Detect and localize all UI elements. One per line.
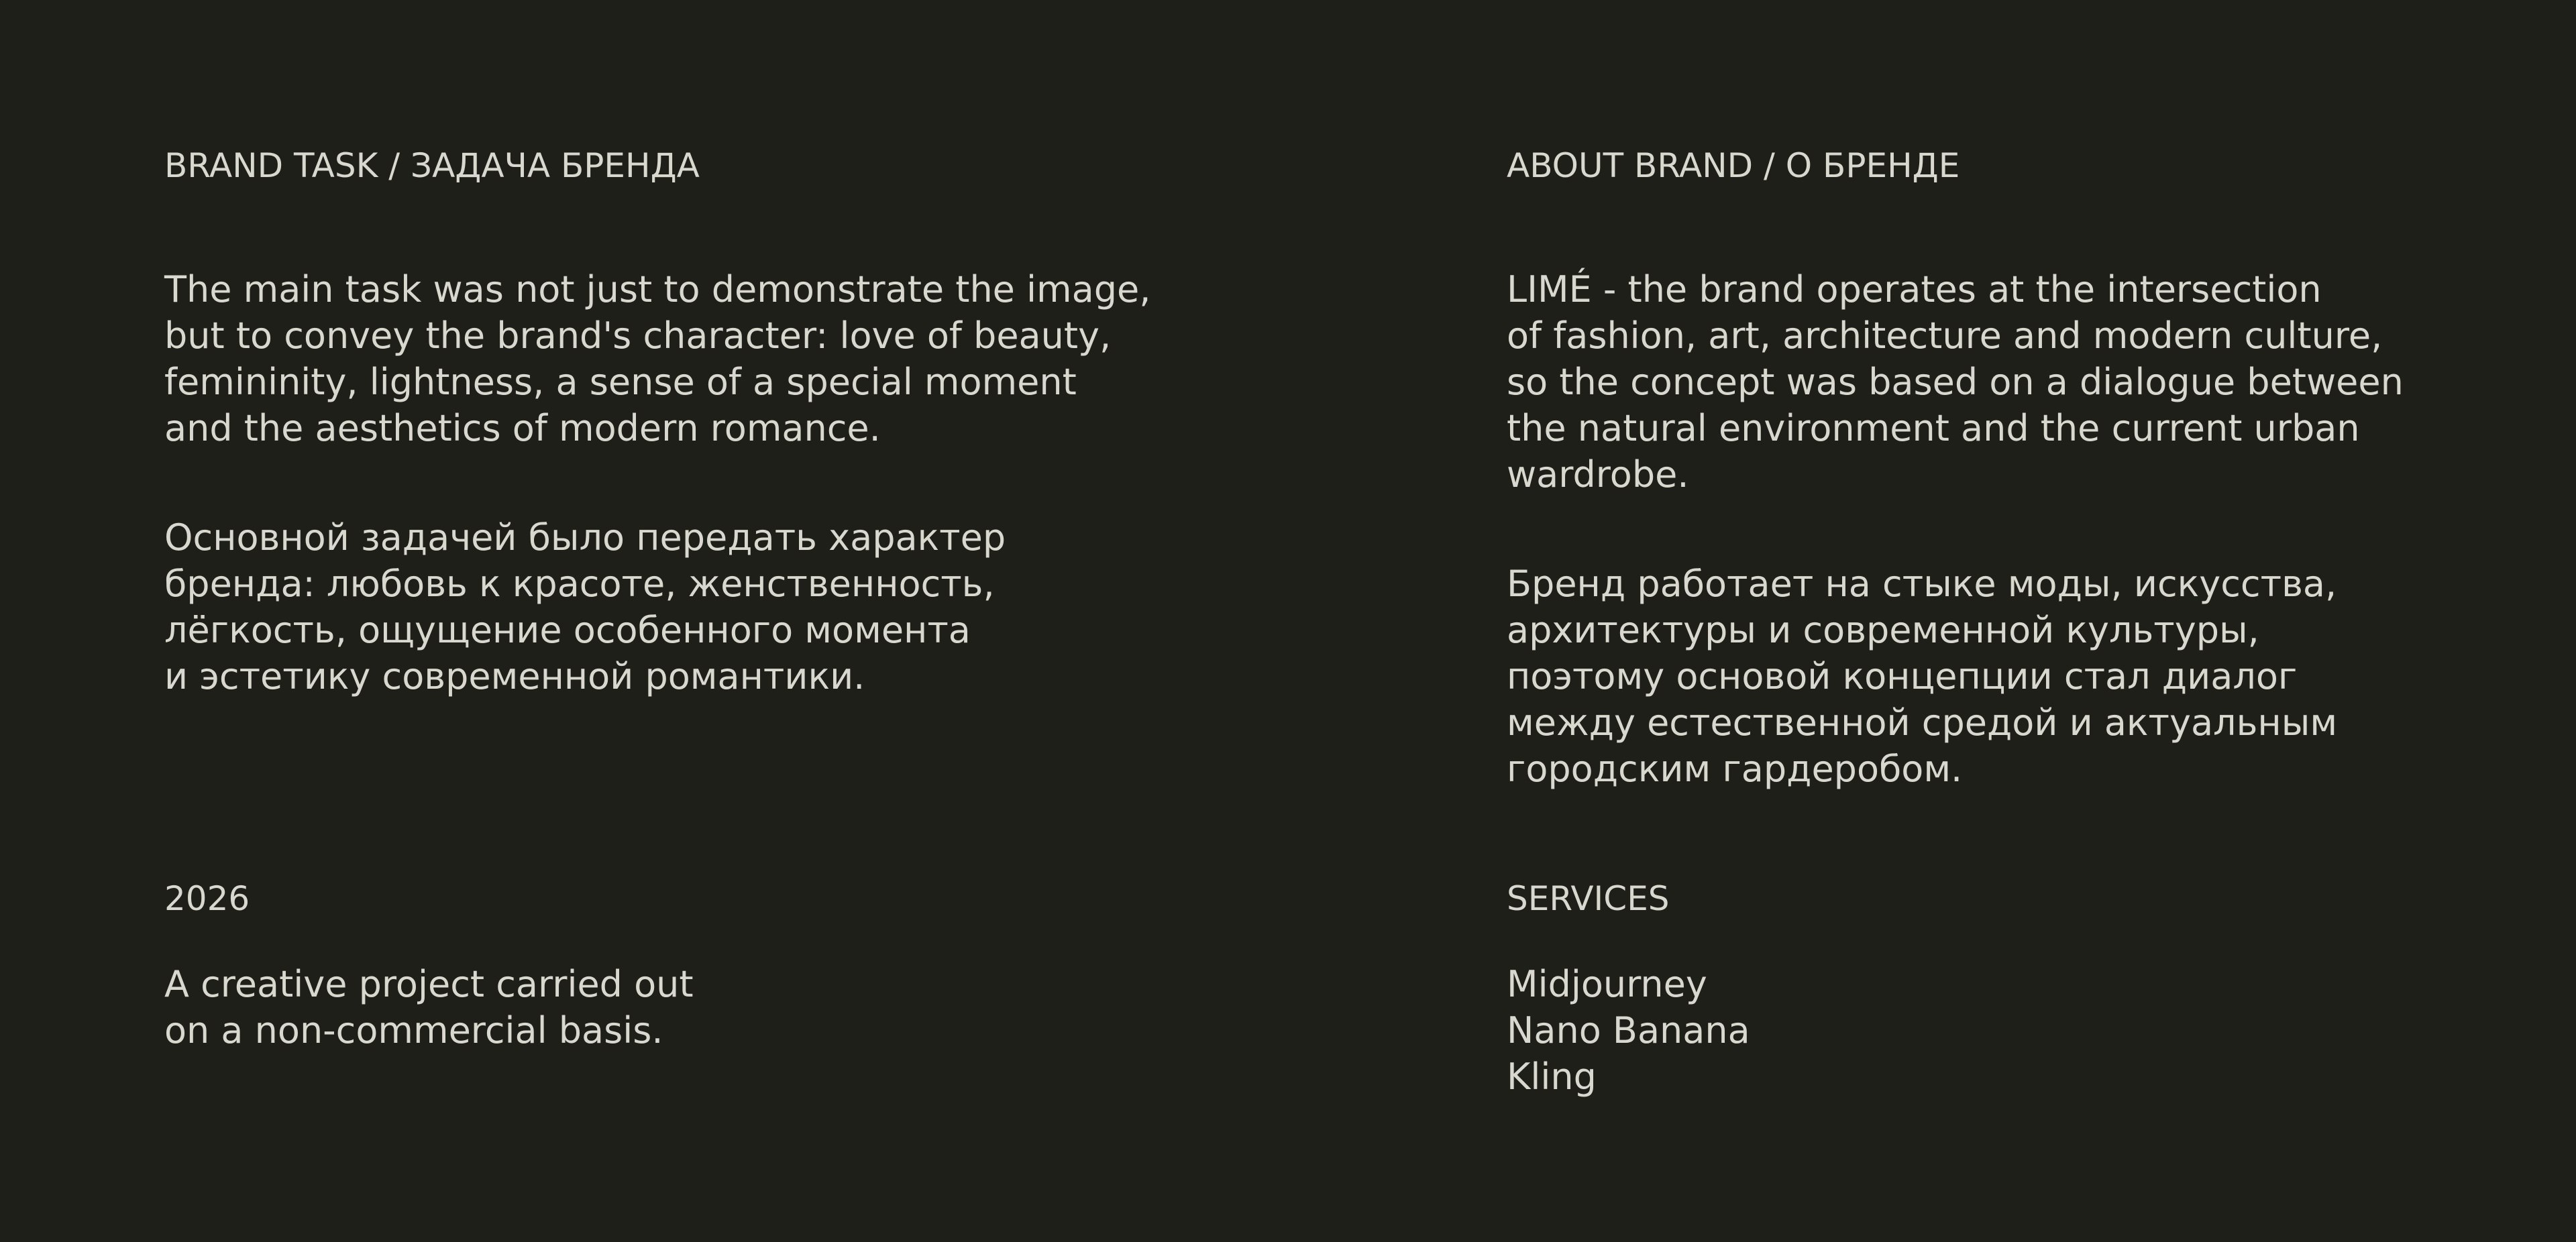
text-line: but to convey the brand's character: love of beauty,: [164, 315, 1112, 357]
service-item: Nano Banana: [1507, 1009, 1750, 1052]
about-brand-text-en: [1507, 266, 2404, 498]
text-line: городским гардеробом.: [1507, 748, 1963, 790]
brand-task-text-en: [164, 266, 1150, 451]
text-line: femininity, lightness, a sense of a special moment: [164, 361, 1077, 403]
year-heading: 2026: [164, 879, 250, 918]
text-line: the natural environment and the current urban: [1507, 407, 2360, 449]
brand-task-text-ru: [164, 514, 1006, 699]
year-text: [164, 961, 694, 1054]
text-line: между естественной средой и актуальным: [1507, 701, 2338, 744]
text-line: лёгкость, ощущение особенного момента: [164, 609, 971, 651]
text-line: и эстетику современной романтики.: [164, 655, 865, 697]
text-line: so the concept was based on a dialogue between: [1507, 361, 2404, 403]
text-line: of fashion, art, architecture and modern culture,: [1507, 315, 2383, 357]
about-brand-text-ru: [1507, 561, 2337, 792]
text-line: LIMÉ - the brand operates at the intersection: [1507, 268, 2322, 310]
service-item: Midjourney: [1507, 963, 1707, 1005]
service-item: Kling: [1507, 1056, 1597, 1098]
text-line: on a non-commercial basis.: [164, 1009, 663, 1052]
text-line: бренда: любовь к красоте, женственность,: [164, 563, 995, 605]
text-line: архитектуры и современной культуры,: [1507, 609, 2259, 651]
text-line: Бренд работает на стыке моды, искусства,: [1507, 563, 2337, 605]
text-line: A creative project carried out: [164, 963, 694, 1005]
text-line: поэтому основой концепции стал диалог: [1507, 655, 2298, 697]
text-line: wardrobe.: [1507, 453, 1689, 496]
about-brand-heading: ABOUT BRAND / О БРЕНДЕ: [1507, 146, 1960, 185]
text-line: Основной задачей было передать характер: [164, 516, 1006, 559]
services-heading: SERVICES: [1507, 879, 1670, 918]
text-line: and the aesthetics of modern romance.: [164, 407, 881, 449]
brand-task-heading: BRAND TASK / ЗАДАЧА БРЕНДА: [164, 146, 700, 185]
services-list: [1507, 961, 1750, 1100]
text-line: The main task was not just to demonstrate the image,: [164, 268, 1151, 310]
